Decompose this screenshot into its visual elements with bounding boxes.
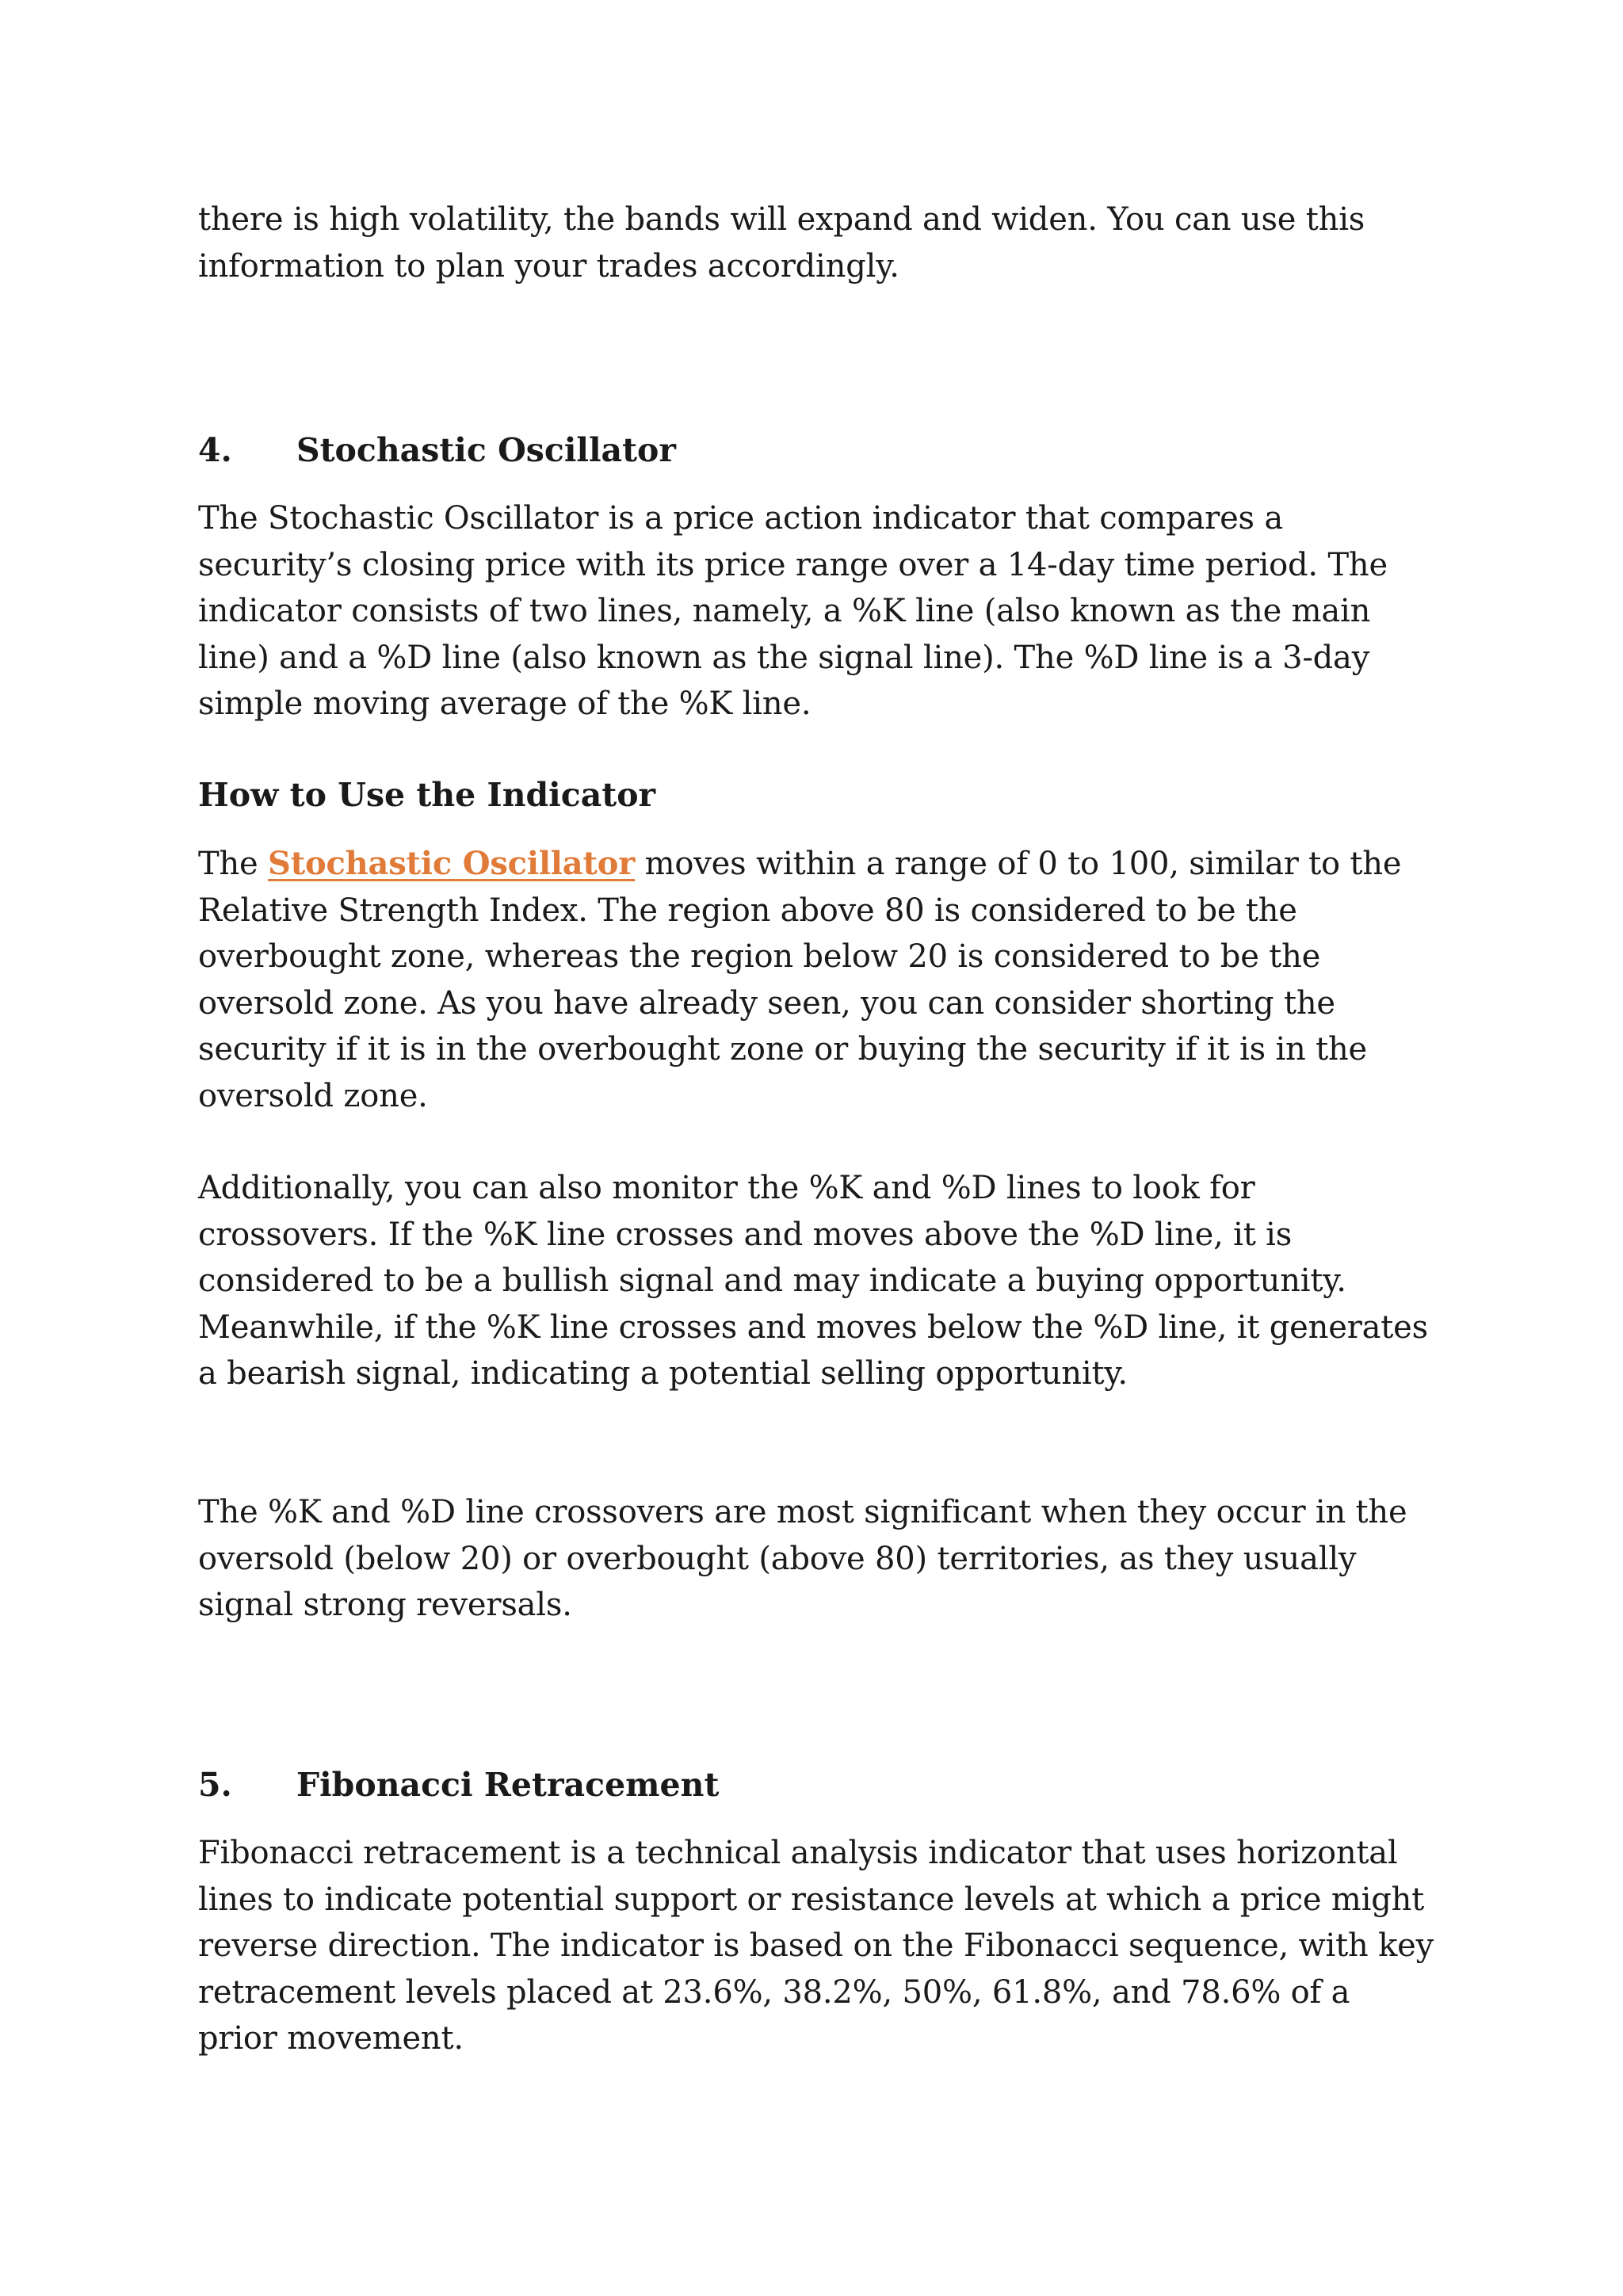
- section-5-heading: [198, 1762, 719, 1808]
- how-to-use-paragraph-1: [198, 841, 1434, 1119]
- section-4-body: The Stochastic Oscillator is a price action indicator that compares a security’s closing price with its price range over a 14-day time period. The indicator consists of two lines, namely, a %K line (also known as the main line) and a %D line (also known as the signal line). The %D line is a 3-day simple moving average of the %K line.: [198, 500, 1388, 722]
- section-4-number: 4.: [198, 431, 232, 469]
- stochastic-oscillator-link[interactable]: Stochastic Oscillator: [268, 845, 636, 882]
- p1-suffix: moves within a range of 0 to 100, similar to the Relative Strength Index. The region above 80 is considered to be the overbought zone, whereas the region below 20 is considered to be the oversold zone. As you have already seen, you can consider shorting the security if it is in the overbought zone or buying the security if it is in the oversold zone.: [198, 846, 1402, 1114]
- section-5-number: 5.: [198, 1766, 232, 1804]
- intro-paragraph: there is high volatility, the bands will expand and widen. You can use this information to plan your trades accordingly.: [198, 201, 1365, 285]
- section-4-title: Stochastic Oscillator: [296, 431, 677, 469]
- how-to-use-paragraph-2: Additionally, you can also monitor the %K and %D lines to look for crossovers. If the %K line crosses and moves above the %D line, it is considered to be a bullish signal and may indicate a buying opportunity. Meanwhile, if the %K line crosses and moves below the %D line, it generates a bearish signal, indicating a potential selling opportunity.: [198, 1170, 1428, 1392]
- how-to-use-paragraph-3: The %K and %D line crossovers are most significant when they occur in the oversold (below 20) or overbought (above 80) territories, as they usually signal strong reversals.: [198, 1494, 1407, 1623]
- section-5-title: Fibonacci Retracement: [296, 1766, 720, 1804]
- section-5-body: Fibonacci retracement is a technical analysis indicator that uses horizontal lines to indicate potential support or resistance levels at which a price might reverse direction. The indicator is based on the Fibonacci sequence, with key retracement levels placed at 23.6%, 38.2%, 50%, 61.8%, and 78.6% of a prior movement.: [198, 1835, 1434, 2057]
- section-4-heading: [198, 427, 676, 473]
- how-to-use-heading: How to Use the Indicator: [198, 776, 656, 814]
- p1-prefix: The: [198, 846, 269, 882]
